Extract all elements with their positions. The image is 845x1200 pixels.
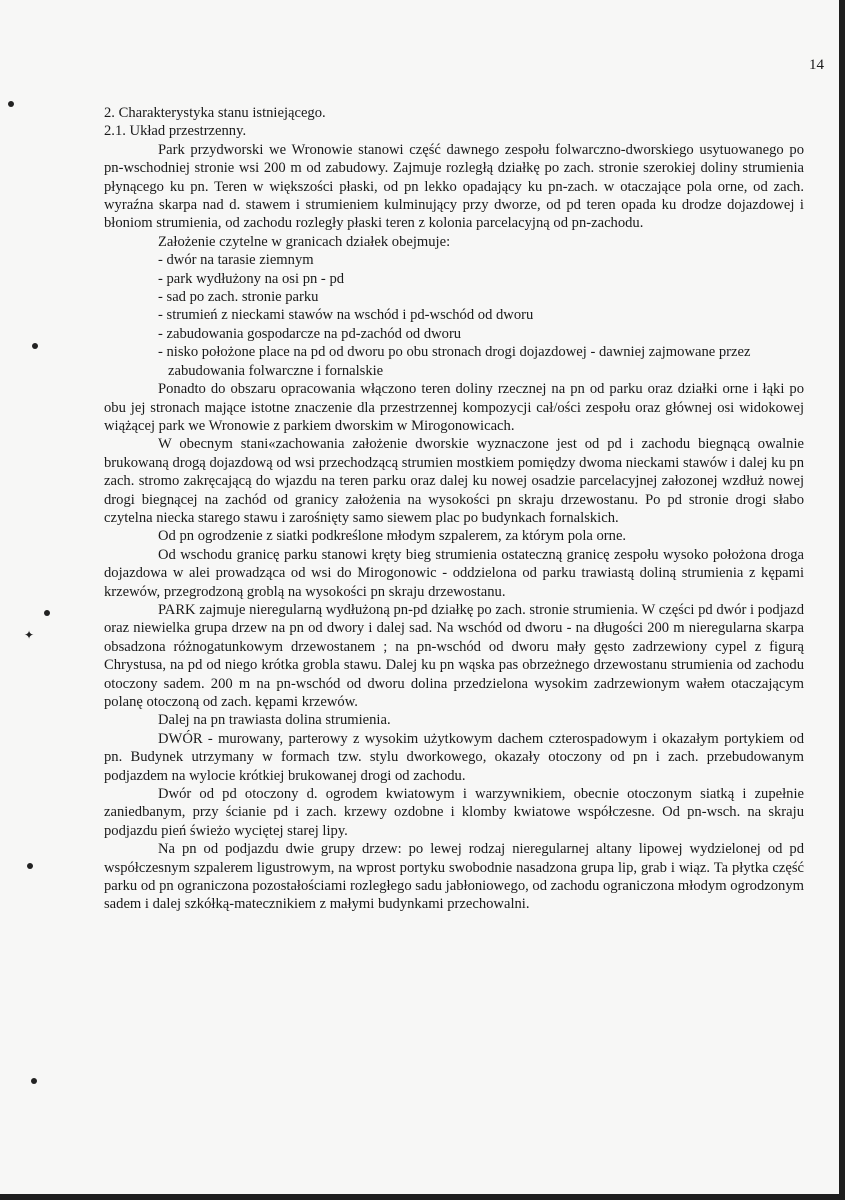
paragraph: Dwór od pd otoczony d. ogrodem kwiatowym i warzywnikiem, obecnie otoczonym siatką i zupełnie zaniedbanym, przy ścianie pd i zach. krzewy ozdobne i klomby kwiatowe współczesne. Od pn-wsch. na skraju podjazdu pień świeżo wyciętej starej lipy. <box>104 786 804 839</box>
list-item: - zabudowania gospodarcze na pd-zachód od dworu <box>158 325 462 342</box>
paragraph: Na pn od podjazdu dwie grupy drzew: po lewej rodzaj nieregularnej altany lipowej wydzielonej od pd współczesnym szpalerem ligustrowym, na wprost portyku swobodnie nasadzona grupa lip, grab i wiąz. Ta płytka część parku od pn ograniczona pozostałościami rozległego sadu jabłoniowego, od zachodu ograniczona młodym ogrodzonym sadem i dalej szkółką-matecznikiem z małymi budynkami przechowalni. <box>104 841 804 913</box>
paragraph: DWÓR - murowany, parterowy z wysokim użytkowym dachem czterospadowym i okazałym portykiem od pn. Budynek utrzymany w formach tzw. stylu dworkowego, okazały otoczony od pn i zach. przebudowanym podjazdem na wylocie krótkiej brukowanej drogi od zachodu. <box>104 730 804 784</box>
punch-hole-mark <box>44 610 50 616</box>
list-item: - nisko położone place na pd od dworu po obu stronach drogi dojazdowej - dawniej zajmowane przez zabudowania folwarczne i fornalskie <box>158 344 751 379</box>
paragraph: Od pn ogrodzenie z siatki podkreślone młodym szpalerem, za którym pola orne. <box>158 528 627 545</box>
paragraph: Od wschodu granicę parku stanowi kręty bieg strumienia ostateczną granicę zespołu wysoko położona droga dojazdowa w alei prowadząca od wsi do Mirogonowic - oddzielona od parku trawiastą doliną strumienia z kępami krzewów, przegrodzoną groblą na wysokości pn skraju drzewostanu. <box>104 546 804 600</box>
scan-mark: ✦ <box>24 628 35 642</box>
document-body <box>104 104 804 914</box>
paragraph: PARK zajmuje nieregularną wydłużoną pn-pd działkę po zach. stronie strumienia. W części pd dwór i podjazd oraz niewielka grupa drzew na pn od dwory i dalej sad. Na wschód od dworu - na długości 200 m nieregularna skarpa obsadzona różnogatunkowym drzewostanem ; na pn-wschód od dworu mały gęsto zadrzewiony cypel z figurą Chrystusa, na pd od niego krótka grobla stawu. Dalej ku pn wąska pas obrzeżnego drzewostanu strumienia od zachodu otoczony sadem. 200 m na pn-wschód od dworu dolina przedzielona wysokim zadrzewionym wałem otaczającym polanę otoczoną od zach. kępami krzewów. <box>104 601 804 710</box>
punch-hole-mark <box>27 863 33 869</box>
page-number: 14 <box>809 57 824 73</box>
list-item: - sad po zach. stronie parku <box>158 289 319 306</box>
punch-hole-mark <box>32 343 38 349</box>
paragraph: Ponadto do obszaru opracowania włączono teren doliny rzecznej na pn od parku oraz działki orne i łąki po obu jej stronach mające istotne znaczenie dla przestrzennej kompozycji cał/ości zespołu oraz głównej osi widokowej wiążącej park we Wronowie z parkiem dworskim w Mirogonowicach. <box>104 381 804 434</box>
feature-list <box>104 251 804 380</box>
list-item: - dwór na tarasie ziemnym <box>158 252 314 269</box>
list-item: - strumień z nieckami stawów na wschód i pd-wschód od dworu <box>158 307 534 324</box>
paragraph: Założenie czytelne w granicach działek obejmuje: <box>158 233 451 250</box>
punch-hole-mark <box>31 1078 37 1084</box>
paragraph: W obecnym stani«zachowania założenie dworskie wyznaczone jest od pd i zachodu biegnącą owalnie brukowaną drogą dojazdową od wsi przechodzącą strumien mostkiem pomiędzy dwoma nieckami stawów i dalej ku pn zach. stromo zakręcającą do wjazdu na teren parku oraz dalej ku nowej osadzie parcelacyjnej załozonej wzdłuż nowej drogi biegnącej na zachód od granicy założenia na wysokości pn skraju drzewostanu. Po pd stronie drogi słabo czytelna niecka starego stawu i zarośnięty samo siewem plac po budynkach fornalskich. <box>104 436 804 526</box>
subsection-heading: 2.1. Układ przestrzenny. <box>104 123 247 140</box>
paragraph: Dalej na pn trawiasta dolina strumienia. <box>158 712 391 729</box>
list-item: - park wydłużony na osi pn - pd <box>158 270 345 287</box>
punch-hole-mark <box>8 101 14 107</box>
section-heading: 2. Charakterystyka stanu istniejącego. <box>104 105 326 121</box>
paragraph: Park przydworski we Wronowie stanowi część dawnego zespołu folwarczno-dworskiego usytuowanego po pn-wschodniej stronie wsi 200 m od zabudowy. Zajmuje rozległą działkę po zach. stronie szerokiej doliny strumienia płynącego ku pn. Teren w większości płaski, od pn lekko opadający ku pn-zach. w otaczające pola orne, od zach. wyraźna skarpa nad d. stawem i strumieniem kulminujący przy dworze, od pd teren opada ku drodze dojazdowej i błoniom strumienia, od zachodu rozległy płaski teren z kolonia parcelacyjną od pn-zachodu. <box>104 141 804 232</box>
